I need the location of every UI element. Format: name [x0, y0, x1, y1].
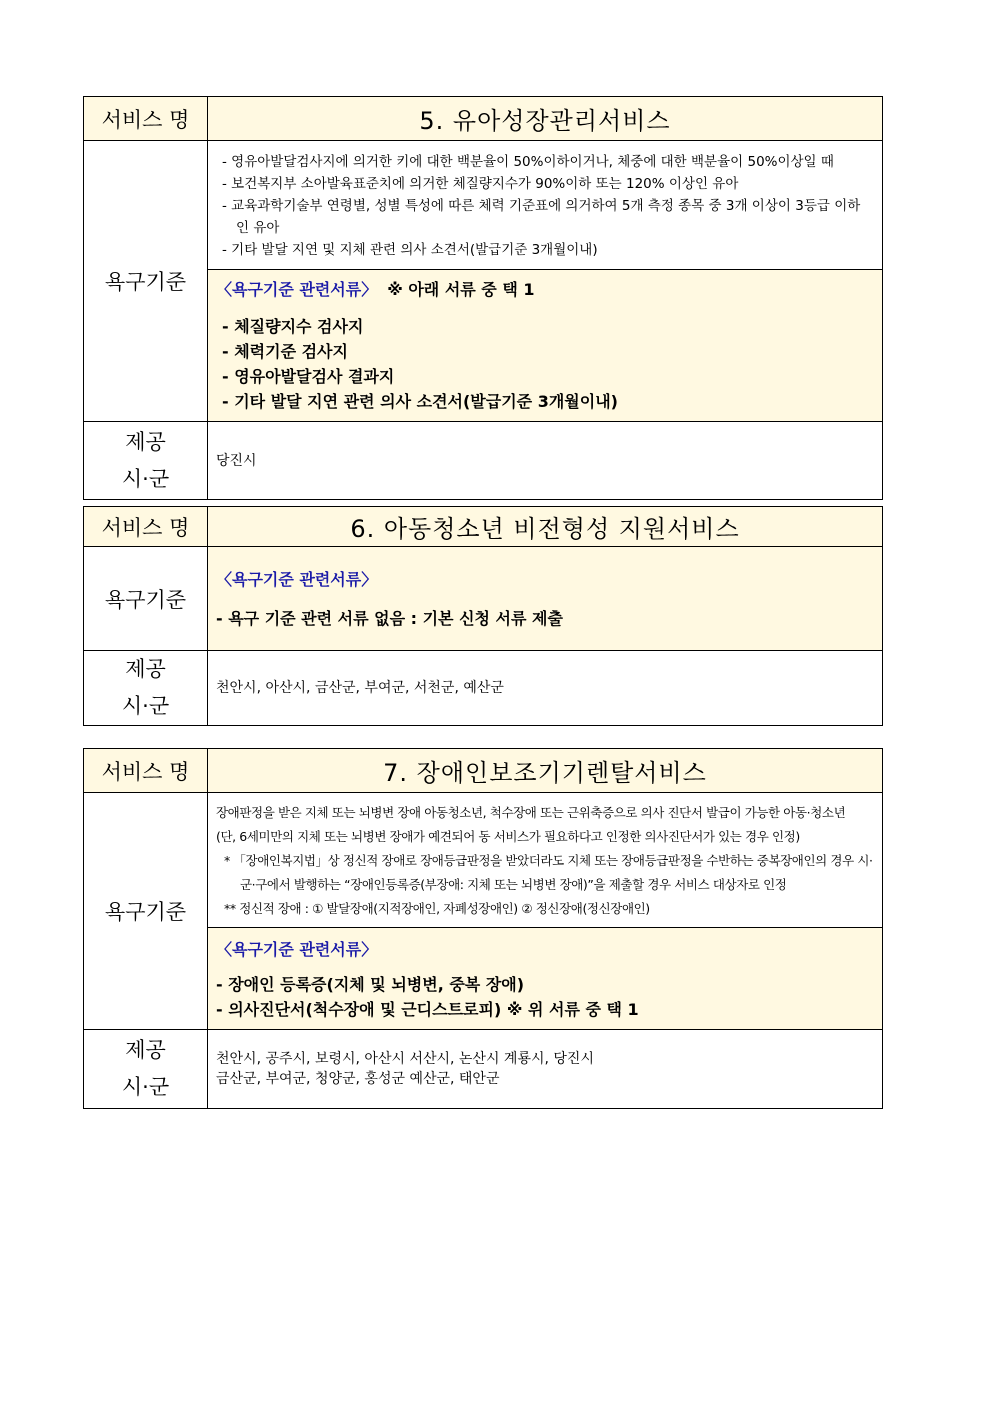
required-documents	[208, 270, 883, 422]
document-item: - 체질량지수 검사지	[222, 317, 364, 336]
criteria-item: - 기타 발달 지연 및 지체 관련 의사 소견서(발급기준 3개월이내)	[222, 242, 598, 258]
document-item: - 영유아발달검사 결과지	[222, 367, 395, 386]
region-list	[208, 1030, 883, 1109]
service-name-label: 서비스 명	[84, 507, 208, 547]
documents-heading: 〈욕구기준 관련서류〉	[216, 570, 378, 589]
criteria-item: - 영유아발달검사지에 의거한 키에 대한 백분율이 50%이하이거나, 체중에 대한 백분율이 50%이상일 때	[222, 154, 834, 170]
criteria-item: * 「장애인복지법」상 정신적 장애로 장애등급판정을 받았더라도 지체 또는 장애등급판정을 수반하는 중복장애인의 경우 시·군·구에서 발행하는 “장애인등록증(부장애: 지체 또는 뇌병변 장애)”을 제출할 경우 서비스 대상자로 인정	[224, 853, 873, 892]
requirement-label: 욕구기준	[84, 547, 208, 651]
service-title: 6. 아동청소년 비전형성 지원서비스	[208, 507, 883, 547]
requirement-label: 욕구기준	[84, 141, 208, 422]
region-label: 제공 시·군	[84, 1030, 208, 1109]
requirement-criteria	[208, 141, 883, 270]
document-item: - 의사진단서(척수장애 및 근디스트로피) ※ 위 서류 중 택 1	[216, 999, 639, 1019]
service-table-7	[83, 748, 883, 1109]
requirement-label: 욕구기준	[84, 793, 208, 1030]
region-list	[208, 422, 883, 500]
service-table-5	[83, 96, 883, 500]
region-line: 천안시, 아산시, 금산군, 부여군, 서천군, 예산군	[216, 680, 504, 696]
region-label: 제공 시·군	[84, 422, 208, 500]
criteria-item: (단, 6세미만의 지체 또는 뇌병변 장애가 예견되어 동 서비스가 필요하다고 인정한 의사진단서가 있는 경우 인정)	[216, 829, 800, 844]
document-item: - 욕구 기준 관련 서류 없음 : 기본 신청 서류 제출	[216, 609, 563, 628]
requirement-criteria	[208, 793, 883, 928]
required-documents	[208, 547, 883, 651]
criteria-item: - 보건복지부 소아발육표준치에 의거한 체질량지수가 90%이하 또는 120% 이상인 유아	[222, 176, 739, 192]
criteria-item: 장애판정을 받은 지체 또는 뇌병변 장애 아동청소년, 척수장애 또는 근위축증으로 의사 진단서 발급이 가능한 아동·청소년	[216, 805, 846, 820]
criteria-item: - 교육과학기술부 연령별, 성별 특성에 따른 체력 기준표에 의거하여 5개 측정 종목 중 3개 이상이 3등급 이하인 유아	[222, 198, 861, 236]
document-item: - 기타 발달 지연 관련 의사 소견서(발급기준 3개월이내)	[222, 392, 618, 411]
service-name-label: 서비스 명	[84, 97, 208, 141]
region-line: 당진시	[216, 452, 257, 469]
service-table-6	[83, 506, 883, 726]
service-title: 5. 유아성장관리서비스	[208, 97, 883, 141]
region-line: 천안시, 공주시, 보령시, 아산시 서산시, 논산시 계룡시, 당진시	[216, 1051, 594, 1067]
document-item: - 장애인 등록증(지체 및 뇌병변, 중복 장애)	[216, 974, 525, 994]
service-title: 7. 장애인보조기기렌탈서비스	[208, 749, 883, 793]
service-name-label: 서비스 명	[84, 749, 208, 793]
document-item: - 체력기준 검사지	[222, 342, 348, 361]
criteria-item: ** 정신적 장애 : ① 발달장애(지적장애인, 자폐성장애인) ② 정신장애(정신장애인)	[224, 901, 650, 916]
region-label: 제공 시·군	[84, 651, 208, 726]
documents-note: ※ 아래 서류 중 택 1	[387, 280, 535, 299]
documents-heading: 〈욕구기준 관련서류〉	[216, 939, 378, 959]
required-documents	[208, 928, 883, 1030]
region-line: 금산군, 부여군, 청양군, 홍성군 예산군, 태안군	[216, 1071, 500, 1087]
region-list	[208, 651, 883, 726]
documents-heading: 〈욕구기준 관련서류〉 ※ 아래 서류 중 택 1	[216, 280, 535, 299]
